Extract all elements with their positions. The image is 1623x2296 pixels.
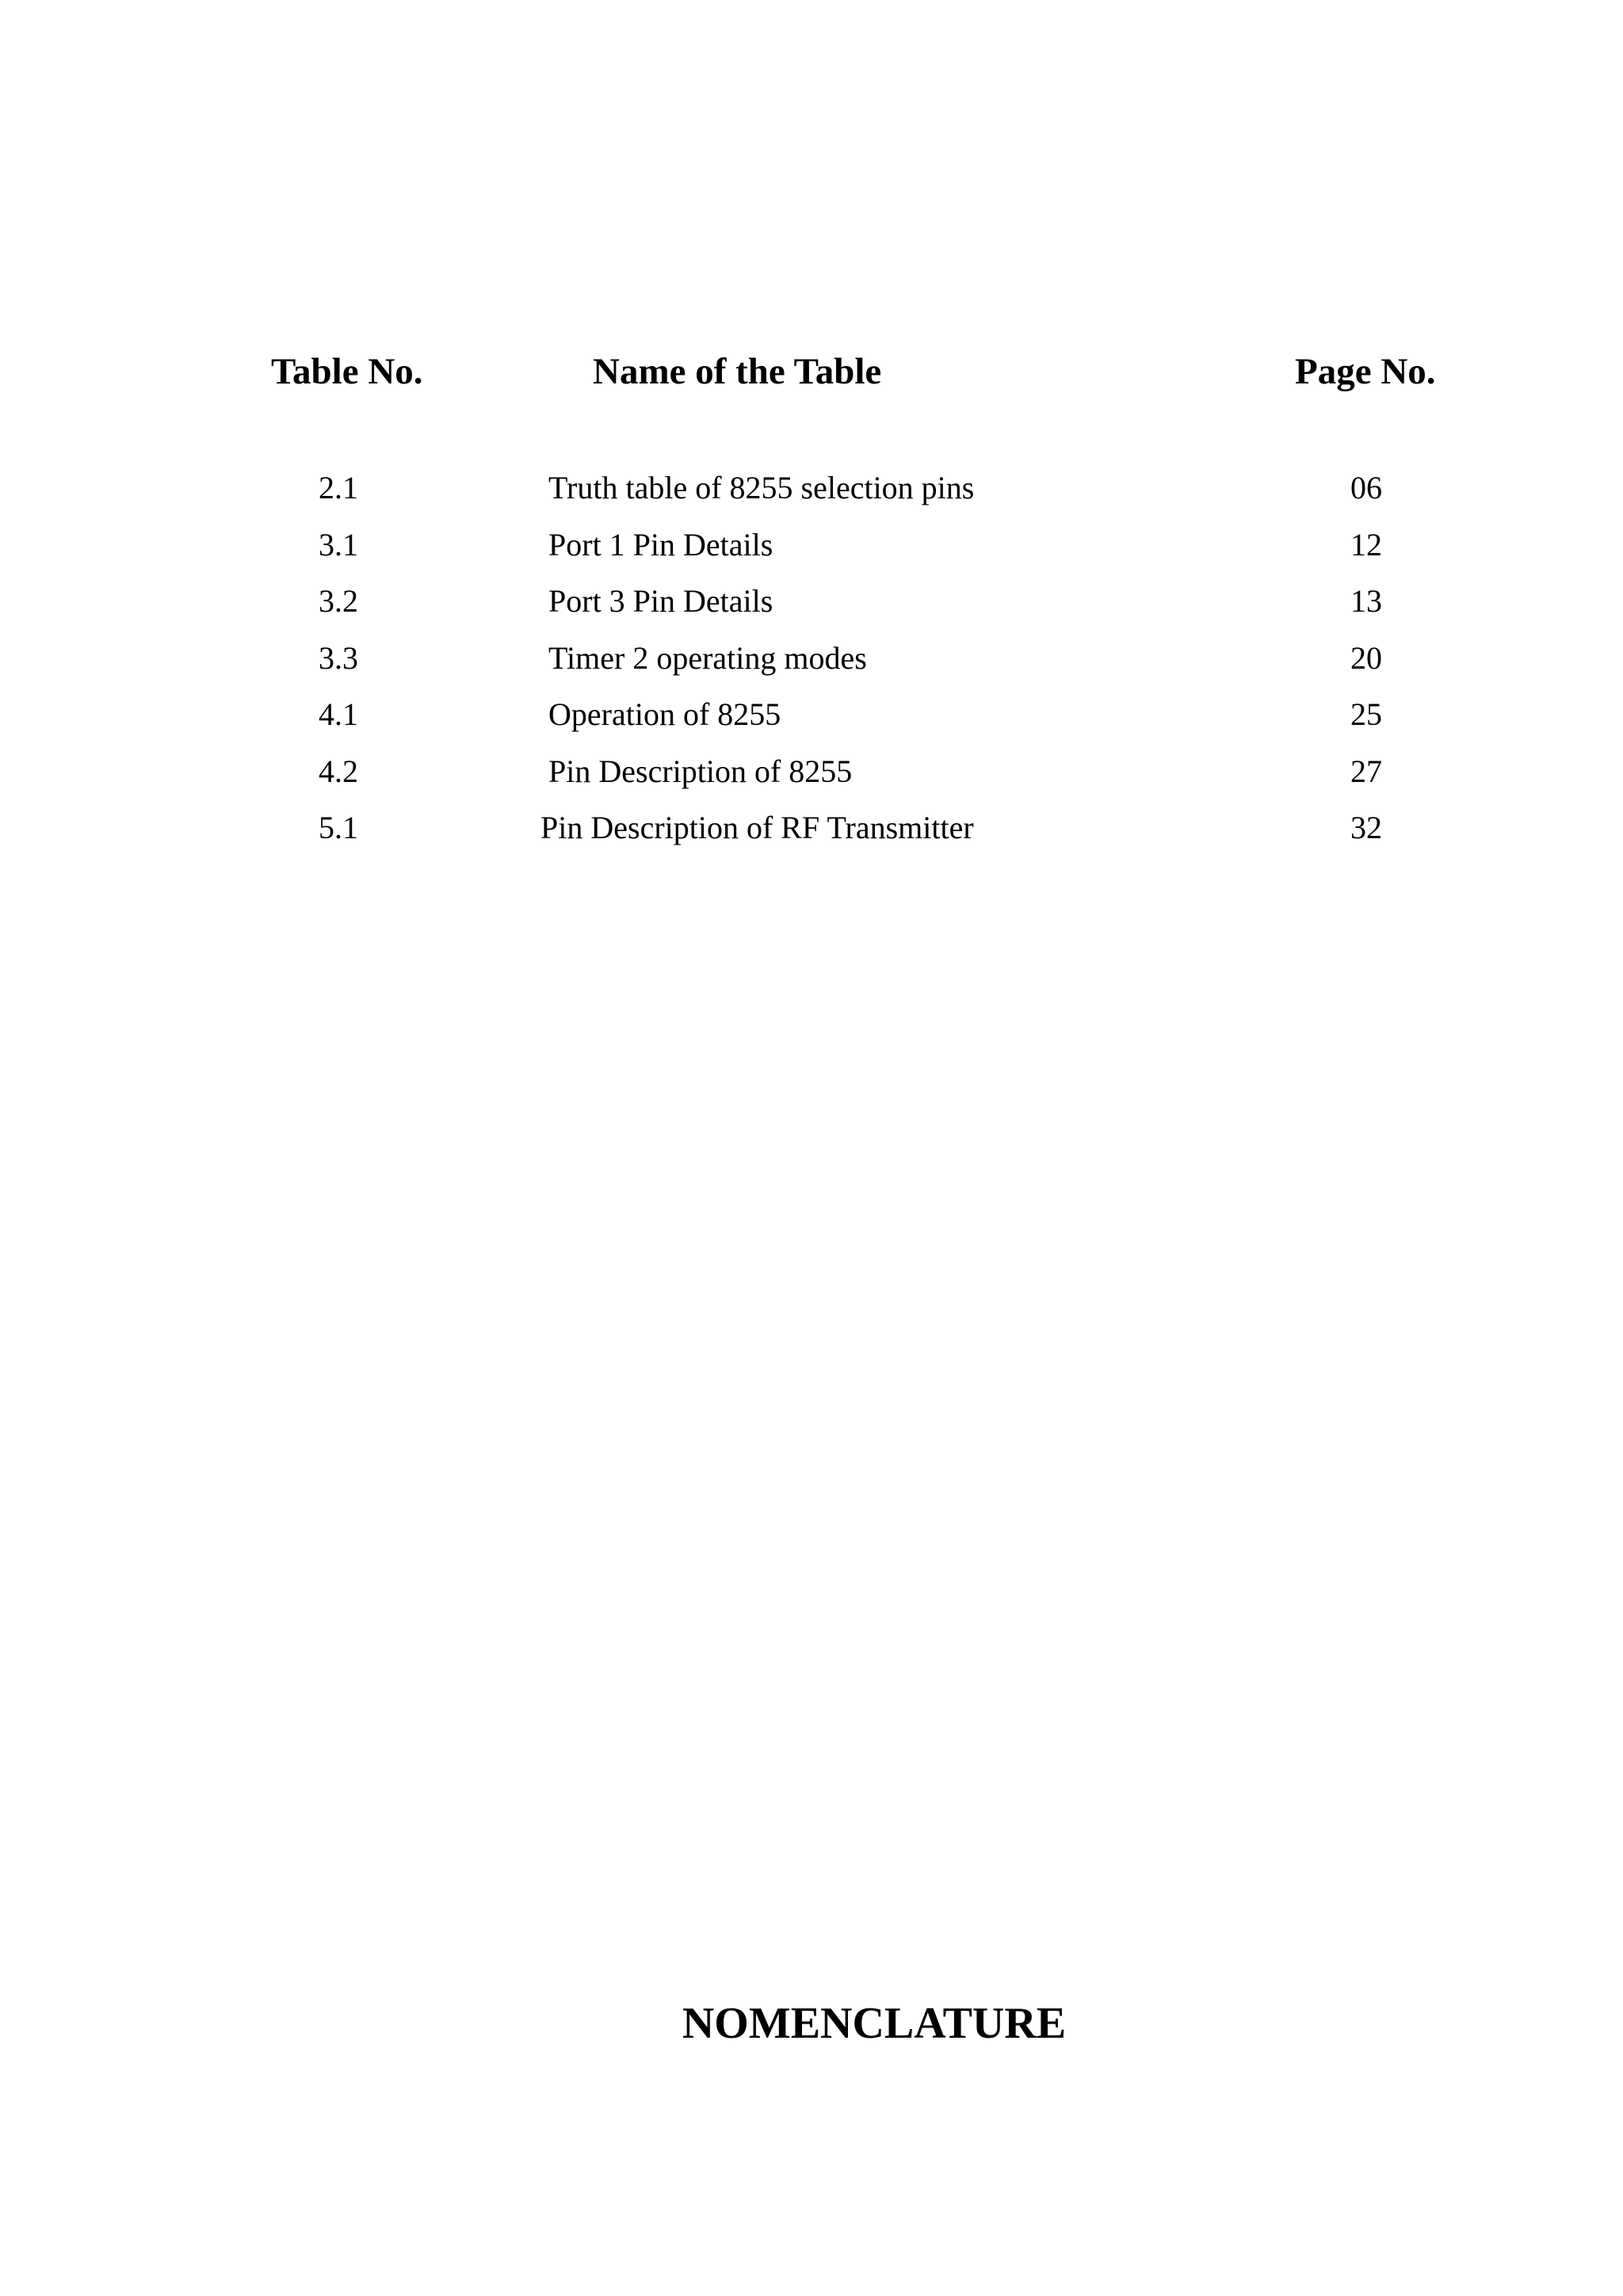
table-number: 3.1	[319, 526, 358, 563]
table-row	[0, 472, 1623, 529]
page-number: 32	[1350, 810, 1382, 845]
table-row	[0, 585, 1623, 643]
page-number: 06	[1350, 470, 1382, 505]
header-table-no: Table No.	[271, 351, 423, 392]
table-number: 2.1	[319, 470, 358, 505]
page-number: 20	[1350, 639, 1382, 676]
table-number: 3.2	[319, 583, 358, 619]
header-page-no: Page No.	[1295, 351, 1436, 392]
table-title: Port 3 Pin Details	[548, 583, 773, 619]
table-title: Timer 2 operating modes	[548, 639, 867, 676]
table-row	[0, 753, 1623, 813]
table-number: 4.2	[319, 753, 358, 789]
table-title: Operation of 8255	[548, 696, 781, 732]
page-number: 25	[1350, 696, 1382, 732]
table-title: Truth table of 8255 selection pins	[548, 470, 975, 505]
table-title: Pin Description of 8255	[548, 753, 853, 789]
table-row	[0, 526, 1623, 586]
header-table-name: Name of the Table	[593, 351, 882, 392]
table-number: 4.1	[319, 696, 358, 732]
table-title: Port 1 Pin Details	[548, 526, 773, 563]
page-number: 12	[1350, 526, 1382, 563]
table-number: 5.1	[319, 810, 358, 845]
page-number: 13	[1350, 583, 1382, 619]
table-title: Pin Description of RF Transmitter	[540, 810, 974, 845]
table-row	[0, 639, 1623, 700]
section-heading-nomenclature: NOMENCLATURE	[682, 1999, 1067, 2048]
table-number: 3.3	[319, 639, 358, 676]
page-number: 27	[1350, 753, 1382, 789]
list-of-tables	[0, 472, 1623, 869]
table-row	[0, 696, 1623, 756]
table-row	[0, 812, 1623, 869]
